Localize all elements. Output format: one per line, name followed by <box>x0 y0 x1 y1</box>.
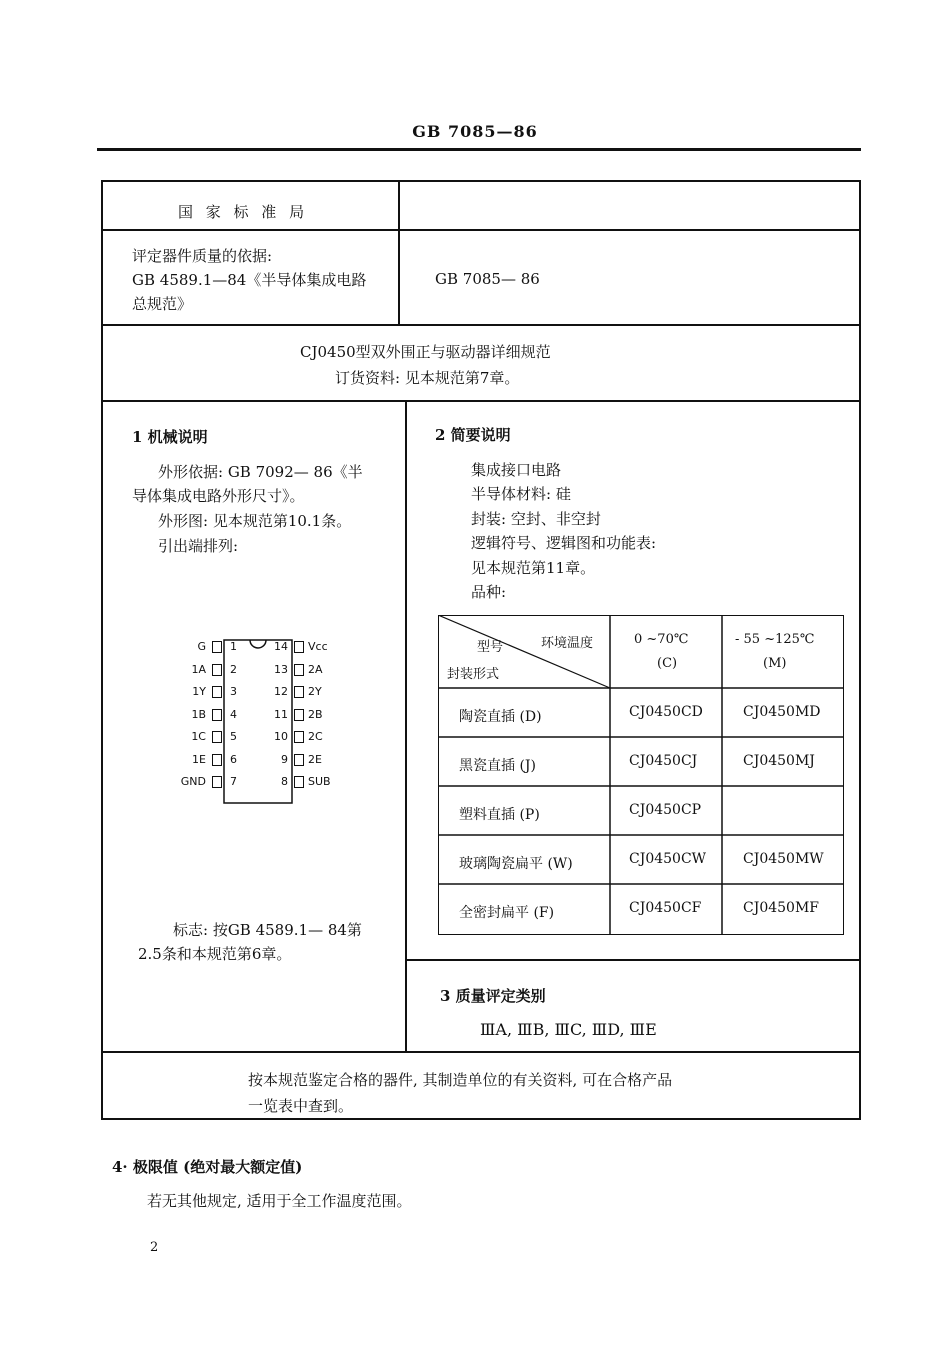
divider <box>101 1051 861 1053</box>
divider <box>101 400 861 402</box>
basis-line-2: GB 4589.1—84《半导体集成电路 <box>132 271 367 289</box>
pin-number-right: 12 <box>274 685 288 698</box>
pin-pad <box>294 664 304 676</box>
basis-line-1: 评定器件质量的依据: <box>132 247 273 265</box>
quality-categories: ⅢA, ⅢB, ⅢC, ⅢD, ⅢE <box>480 1020 657 1039</box>
pin-label-left: G <box>197 640 206 653</box>
col1-header-line2: (C) <box>657 656 678 671</box>
col2-header-line2: (M) <box>763 656 787 671</box>
marking-line-1: 标志: 按GB 4589.1— 84第 <box>173 921 362 939</box>
section-4-text: 若无其他规定, 适用于全工作温度范围。 <box>147 1192 412 1210</box>
pin-number-left: 1 <box>230 640 237 653</box>
pin-number-left: 2 <box>230 662 237 676</box>
divider <box>101 324 861 326</box>
pin-label-right: 2Y <box>308 685 322 698</box>
pin-pad <box>294 709 304 721</box>
row-4-c: CJ0450CW <box>629 851 707 867</box>
brief-line-6: 品种: <box>471 583 507 601</box>
spec-title: CJ0450型双外围正与驱动器详细规范 <box>300 343 551 361</box>
outline-drawing: 外形图: 见本规范第10.1条。 <box>158 512 352 530</box>
outline-basis: 外形依据: GB 7092— 86《半 <box>158 463 363 481</box>
section-1-heading: 1 机械说明 <box>132 428 208 446</box>
pin-pad <box>212 686 222 698</box>
brief-line-3: 封装: 空封、非空封 <box>471 510 601 528</box>
row-3-pkg: 塑料直插 (P) <box>459 807 540 823</box>
pin-number-right: 9 <box>281 752 288 766</box>
pin-number-right: 13 <box>274 662 288 676</box>
pin-label-left: 1C <box>191 730 206 743</box>
pin-pad <box>212 776 222 788</box>
qualified-note-line-2: 一览表中查到。 <box>248 1097 354 1115</box>
row-1-pkg: 陶瓷直插 (D) <box>459 709 542 725</box>
pin-label-right: Vcc <box>308 640 328 653</box>
col2-header-line1: - 55 ~125℃ <box>735 632 815 647</box>
pin-pad <box>212 731 222 743</box>
pin-label-right: SUB <box>308 775 331 788</box>
section-4-heading: 4· 极限值 (绝对最大额定值) <box>112 1158 303 1176</box>
variant-table <box>438 615 844 935</box>
pin-number-left: 4 <box>230 707 237 721</box>
page-number: 2 <box>150 1240 159 1255</box>
row-5-pkg: 全密封扁平 (F) <box>459 905 555 921</box>
standard-number: GB 7085— 86 <box>435 270 540 288</box>
divider <box>101 229 861 231</box>
document-code: GB 7085—86 <box>412 122 538 141</box>
pin-pad <box>294 731 304 743</box>
divider <box>405 959 861 961</box>
brief-line-4: 逻辑符号、逻辑图和功能表: <box>471 534 657 552</box>
header-type: 型号 <box>477 640 504 655</box>
pin-layer <box>170 635 350 810</box>
pin-arrangement-label: 引出端排列: <box>158 537 239 555</box>
pin-pad <box>294 641 304 653</box>
section-2-heading: 2 简要说明 <box>435 426 511 444</box>
pin-number-left: 7 <box>230 775 237 788</box>
row-3-c: CJ0450CP <box>629 802 702 818</box>
row-4-pkg: 玻璃陶瓷扁平 (W) <box>459 856 573 872</box>
pin-label-right: 2E <box>308 752 322 766</box>
pin-pad <box>212 641 222 653</box>
row-2-pkg: 黑瓷直插 (J) <box>459 758 536 774</box>
qualified-note-line-1: 按本规范鉴定合格的器件, 其制造单位的有关资料, 可在合格产品 <box>248 1071 673 1089</box>
issuer: 国 家 标 准 局 <box>178 203 309 221</box>
row-5-c: CJ0450CF <box>629 900 702 916</box>
row-1-c: CJ0450CD <box>629 704 703 720</box>
section-3-heading: 3 质量评定类别 <box>440 987 546 1005</box>
ic-package-diagram <box>170 635 350 810</box>
pin-pad <box>294 754 304 766</box>
pin-number-right: 11 <box>274 707 288 721</box>
pin-number-right: 14 <box>274 640 288 653</box>
row-2-c: CJ0450CJ <box>629 753 698 769</box>
divider <box>405 400 407 1052</box>
header-rule <box>97 148 861 151</box>
divider <box>398 180 400 324</box>
pin-number-right: 10 <box>274 730 288 743</box>
pin-label-left: 1B <box>191 707 206 721</box>
pin-label-right: 2C <box>308 730 323 743</box>
pin-pad <box>212 754 222 766</box>
header-env: 环境温度 <box>541 636 594 651</box>
pin-label-left: 1Y <box>192 685 206 698</box>
basis-line-3: 总规范》 <box>132 295 193 313</box>
pin-pad <box>212 664 222 676</box>
brief-line-1: 集成接口电路 <box>471 461 562 479</box>
pin-label-left: GND <box>180 775 206 788</box>
marking-line-2: 2.5条和本规范第6章。 <box>138 945 292 963</box>
brief-line-5: 见本规范第11章。 <box>471 559 596 577</box>
pin-number-right: 8 <box>281 775 288 788</box>
pin-pad <box>294 776 304 788</box>
row-2-m: CJ0450MJ <box>743 753 815 769</box>
pin-pad <box>212 709 222 721</box>
pin-label-left: 1A <box>191 662 206 676</box>
pin-label-right: 2A <box>308 662 323 676</box>
pin-pad <box>294 686 304 698</box>
pin-number-left: 5 <box>230 730 237 743</box>
pin-label-left: 1E <box>192 752 206 766</box>
pin-label-right: 2B <box>308 707 323 721</box>
row-4-m: CJ0450MW <box>743 851 824 867</box>
row-5-m: CJ0450MF <box>743 900 820 916</box>
header-pkg: 封装形式 <box>447 667 500 682</box>
brief-line-2: 半导体材料: 硅 <box>471 485 571 503</box>
col1-header-line1: 0 ~70℃ <box>634 632 689 647</box>
outline-basis-cont: 导体集成电路外形尺寸》。 <box>132 487 305 505</box>
order-info: 订货资料: 见本规范第7章。 <box>335 369 520 387</box>
pin-number-left: 3 <box>230 685 237 698</box>
row-1-m: CJ0450MD <box>743 704 821 720</box>
pin-number-left: 6 <box>230 752 237 766</box>
